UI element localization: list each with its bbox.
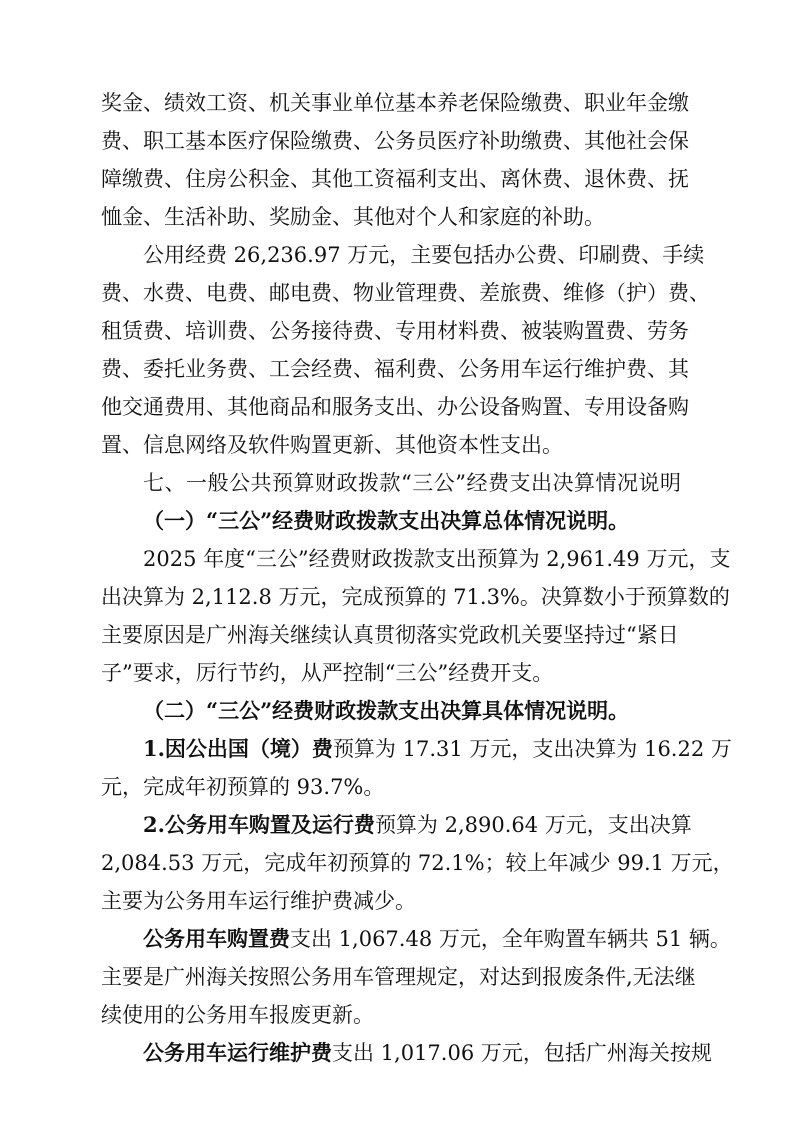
text-line: 子”要求，厉行节约，从严控制“三公”经费开支。	[101, 661, 554, 685]
text-line: 出决算为 2,112.8 万元，完成预算的 71.3%。决算数小于预算数的	[101, 585, 730, 609]
paragraph-start-line: 公用经费 26,236.97 万元，主要包括办公费、印刷费、手续	[143, 243, 705, 267]
text-line: 2,084.53 万元，完成年初预算的 72.1%；较上年减少 99.1 万元，	[101, 851, 734, 875]
section-heading: 七、一般公共预算财政拨款“三公”经费支出决算情况说明	[143, 471, 682, 495]
text-line: 费、委托业务费、工会经费、福利费、公务用车运行维护费、其	[101, 357, 689, 381]
subsection-heading: （二）“三公”经费财政拨款支出决算具体情况说明。	[143, 698, 630, 723]
text-line: 主要原因是广州海关继续认真贯彻落实党政机关要坚持过“紧日	[101, 623, 679, 647]
text-line: 续使用的公务用车报废更新。	[101, 1003, 374, 1027]
text-line: 置、信息网络及软件购置更新、其他资本性支出。	[101, 433, 563, 457]
text-line: 他交通费用、其他商品和服务支出、办公设备购置、专用设备购	[101, 395, 689, 419]
text-line: 费、水费、电费、邮电费、物业管理费、差旅费、维修（护）费、	[101, 281, 710, 305]
text-line: 主要是广州海关按照公务用车管理规定，对达到报废条件,无法继	[101, 965, 696, 989]
item-title: 2.公务用车购置及运行费	[143, 812, 375, 837]
item-text: 预算为 2,890.64 万元，支出决算	[374, 813, 692, 837]
text-line: 租赁费、培训费、公务接待费、专用材料费、被装购置费、劳务	[101, 319, 689, 343]
paragraph-start-line	[143, 812, 747, 838]
paragraph-start-line	[143, 736, 747, 762]
item-text: 支出 1,017.06 万元，包括广州海关按规	[332, 1041, 712, 1065]
text-line: 主要为公务用车运行维护费减少。	[101, 889, 416, 913]
text-line: 奖金、绩效工资、机关事业单位基本养老保险缴费、职业年金缴	[101, 91, 689, 115]
text-line: 障缴费、住房公积金、其他工资福利支出、离休费、退休费、抚	[101, 167, 689, 191]
paragraph-start-line: 2025 年度“三公”经费财政拨款支出预算为 2,961.49 万元，支	[143, 547, 731, 571]
text-line: 费、职工基本医疗保险缴费、公务员医疗补助缴费、其他社会保	[101, 129, 689, 153]
text-line: 恤金、生活补助、奖励金、其他对个人和家庭的补助。	[101, 205, 605, 229]
paragraph-start-line	[143, 926, 747, 952]
item-title: 公务用车购置费	[143, 926, 290, 951]
item-title: 1.因公出国（境）费	[143, 736, 333, 761]
item-text: 预算为 17.31 万元，支出决算为 16.22 万	[332, 737, 732, 761]
paragraph-start-line	[143, 1040, 747, 1066]
text-line: 元，完成年初预算的 93.7%。	[101, 775, 385, 799]
item-text: 支出 1,067.48 万元，全年购置车辆共 51 辆。	[290, 927, 731, 951]
subsection-heading: （一）“三公”经费财政拨款支出决算总体情况说明。	[143, 508, 630, 533]
item-title: 公务用车运行维护费	[143, 1040, 332, 1065]
